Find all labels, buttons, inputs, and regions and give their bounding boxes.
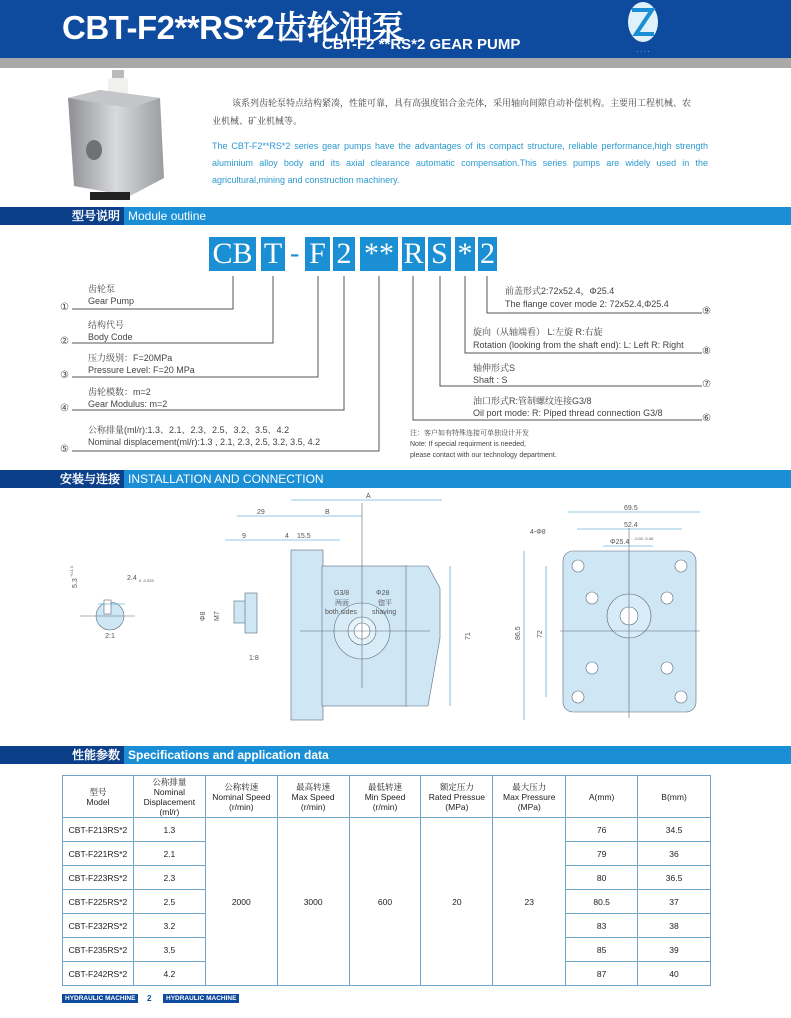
dim-9: 9	[242, 533, 246, 540]
outline-label-cn: 齿轮模数：m=2	[88, 387, 151, 397]
section-title-en: INSTALLATION AND CONNECTION	[128, 472, 324, 486]
section-title-cn: 型号说明	[0, 207, 124, 225]
col-displacement: 公称排量 Nominal Displacement (ml/r)	[133, 776, 205, 818]
code-box: F	[305, 237, 330, 271]
outline-num: ⑦	[702, 379, 711, 390]
table-row: CBT-F223RS*2 2.3 80 36.5	[63, 866, 711, 890]
code-box: CB	[209, 237, 256, 271]
section-bar-specs	[0, 746, 791, 764]
outline-label-en: Gear Pump	[88, 296, 135, 306]
code-box: **	[360, 237, 398, 271]
outline-label-en: Rotation (looking from the shaft end): L: Left R: Right	[473, 340, 684, 350]
code-box: S	[428, 237, 451, 271]
page-number: 2	[147, 994, 152, 1003]
max-speed-value: 3000	[277, 818, 349, 986]
min-speed-value: 600	[349, 818, 421, 986]
outline-label-cn: 压力级别：F=20MPa	[88, 353, 173, 363]
outline-label-cn: 旋向（从轴端看） L:左旋 R:右旋	[473, 327, 603, 337]
spotface-en: shaving	[372, 609, 397, 616]
outline-label-cn: 齿轮泵	[88, 284, 116, 294]
col-b: B(mm)	[638, 776, 711, 818]
table-row: CBT-F235RS*2 3.5 85 39	[63, 938, 711, 962]
outline-num: ④	[60, 403, 69, 414]
outline-label-en: Oil port mode: R: Piped thread connection G3/8	[473, 408, 663, 418]
outline-label-en: Body Code	[88, 332, 133, 342]
table-row: CBT-F213RS*2 1.3 2000 3000 600 20 23 76 34.5	[63, 818, 711, 842]
intro-en: The CBT-F2**RS*2 series gear pumps have the advantages of its compact structure, reliable performance,high strength aluminium alloy body and its axial clearance automatic compensation.This series pumps are widely used in the agricultural,mining and construction machinery.	[212, 141, 708, 185]
dim-key-width: 2.4	[127, 575, 137, 582]
col-model: 型号 Model	[63, 776, 134, 818]
outline-num: ⑧	[702, 346, 711, 357]
flange	[291, 550, 323, 720]
intro-cn-line1: 该系列齿轮泵特点结构紧凑，性能可靠，具有高强度铝合金壳体，采用轴向间隙自动补偿机构。主要用工程机械、农	[232, 98, 692, 108]
page-subtitle: CBT-F2 **RS*2 GEAR PUMP	[322, 36, 521, 53]
nominal-speed-value: 2000	[205, 818, 277, 986]
dim-m7: M7	[214, 611, 221, 621]
code-box: T	[261, 237, 285, 271]
port-label-en: both sides	[325, 609, 357, 616]
max-pressure-value: 23	[493, 818, 566, 986]
code-box: 2	[333, 237, 355, 271]
note-en: Note: If special requirment is needed,	[410, 441, 526, 448]
code-box: *	[455, 237, 475, 271]
dim-key-height: 5.3	[72, 578, 79, 588]
outline-label-en: Pressure Level: F=20 MPa	[88, 365, 195, 375]
outline-label-cn: 油口形式R:管制螺纹连接G3/8	[473, 396, 592, 406]
outline-num: ⑤	[60, 444, 69, 455]
dim-key-height-tol: +0.1 0	[69, 565, 74, 577]
code-dash: -	[290, 238, 300, 269]
outline-num: ⑨	[702, 306, 711, 317]
specs-table	[62, 775, 711, 986]
dim-15-5: 15.5	[297, 533, 311, 540]
dim-phi25-4: Φ25.4	[610, 539, 630, 546]
col-max-speed: 最高转速 Max Speed (r/min)	[277, 776, 349, 818]
intro-cn-line2: 业机械、矿业机械等。	[212, 116, 303, 126]
dim-52-4: 52.4	[624, 522, 638, 529]
outline-num: ③	[60, 370, 69, 381]
dim-4: 4	[285, 533, 289, 540]
outline-label-cn: 结构代号	[88, 320, 125, 330]
col-a: A(mm)	[566, 776, 638, 818]
table-row: CBT-F232RS*2 3.2 83 38	[63, 914, 711, 938]
dim-key-width-tol: 0 -0.025	[139, 578, 154, 583]
col-nominal-speed: 公称转速 Nominal Speed (r/min)	[205, 776, 277, 818]
rated-pressure-value: 20	[421, 818, 493, 986]
section-title-en: Module outline	[128, 209, 207, 223]
dim-a: A	[366, 493, 371, 500]
outline-label-cn: 前盖形式2:72x52.4，Φ25.4	[505, 286, 615, 296]
dim-69-5: 69.5	[624, 505, 638, 512]
code-box: R	[403, 237, 424, 270]
page-title: CBT-F2**RS*2齿轮油泵	[62, 9, 405, 46]
outline-num: ⑥	[702, 413, 711, 424]
section-title-cn: 性能参数	[0, 746, 124, 764]
outline-label-en: Shaft : S	[473, 375, 508, 385]
table-row: CBT-F221RS*2 2.1 79 36	[63, 842, 711, 866]
outline-label-en: Nominal displacement(ml/r):1.3 , 2.1, 2.3, 2.5, 3.2, 3.5, 4.2	[88, 437, 321, 447]
outline-label-cn: 轴伸形式S	[473, 363, 516, 373]
dim-29: 29	[257, 509, 265, 516]
col-min-speed: 最低转速 Min Speed (r/min)	[349, 776, 421, 818]
spotface-label: Φ28	[376, 590, 390, 597]
dim-71: 71	[465, 632, 472, 640]
table-header-row	[63, 776, 711, 818]
dim-taper: 1:8	[249, 655, 259, 662]
section-title-cn: 安装与连接	[0, 470, 124, 488]
outline-num: ②	[60, 336, 69, 347]
footer-left: HYDRAULIC MACHINE	[62, 994, 138, 1003]
footer-right: HYDRAULIC MACHINE	[163, 994, 239, 1003]
dim-b: B	[325, 509, 330, 516]
port-label-cn: 两面	[335, 600, 349, 607]
installation-drawing	[0, 488, 791, 738]
table-row: CBT-F242RS*2 4.2 87 40	[63, 962, 711, 986]
table-row: CBT-F225RS*2 2.5 80.5 37	[63, 890, 711, 914]
dim-phi8: Φ8	[200, 611, 207, 621]
code-box: 2	[480, 237, 495, 270]
dim-phi25-4-tol: -0.02 -0.06	[634, 536, 654, 541]
note-cn: 注：客户如有特殊连接可单独设计开发	[410, 430, 529, 437]
col-max-pressure: 最大压力 Max Pressure (MPa)	[493, 776, 566, 818]
spotface-cn: 锪平	[378, 600, 392, 607]
scale-label: 2:1	[105, 633, 115, 640]
note-en: please contact with our technology department.	[410, 452, 557, 459]
outline-label-en: Gear Modulus: m=2	[88, 399, 168, 409]
port-label: G3/8	[334, 590, 350, 597]
outline-label-cn: 公称排量(ml/r):1.3、2.1、2.3、2.5、3.2、3.5、4.2	[88, 425, 290, 435]
outline-num: ①	[60, 302, 69, 313]
svg-text:· · · ·: · · · ·	[636, 49, 650, 55]
section-title-en: Specifications and application data	[128, 748, 329, 762]
col-rated-pressure: 额定压力 Rated Pressue (MPa)	[421, 776, 493, 818]
outline-label-en: The flange cover mode 2: 72x52.4,Φ25.4	[505, 299, 669, 309]
dim-72: 72	[537, 630, 544, 638]
dim-86-5: 86.5	[515, 626, 522, 640]
section-bar-install	[0, 470, 791, 488]
dim-holes: 4-Φ8	[530, 529, 546, 536]
